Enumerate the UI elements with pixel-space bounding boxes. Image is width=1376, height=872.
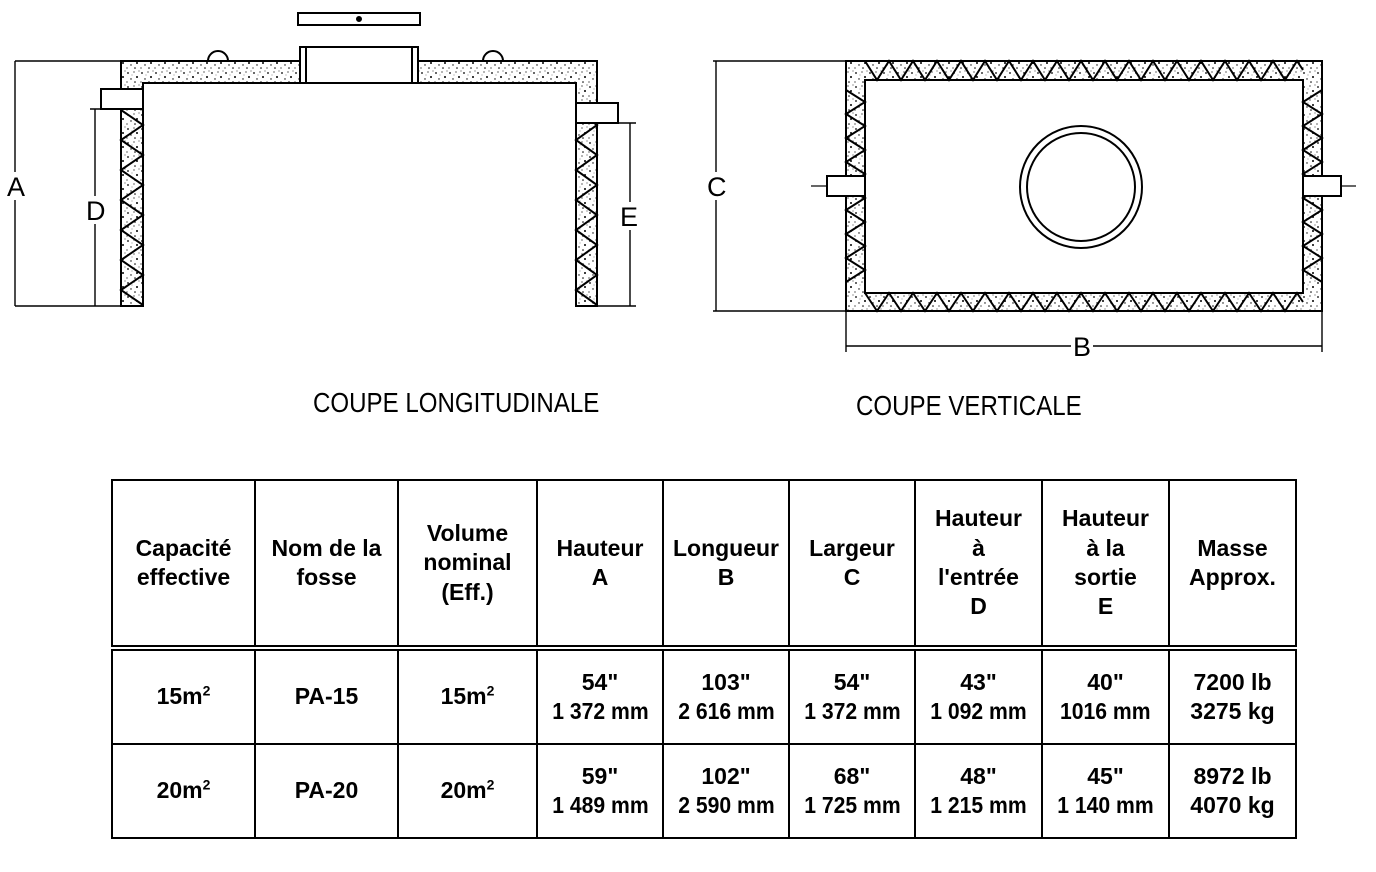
header-width-c: Largeur C	[789, 480, 915, 648]
vertical-section	[713, 61, 1356, 352]
cell-height-a: 59" 1 489 mm	[537, 744, 663, 838]
header-row	[112, 480, 1296, 648]
cell-mass: 7200 lb 3275 kg	[1169, 648, 1296, 744]
cell-name: PA-20	[255, 744, 398, 838]
cell-width-c: 68" 1 725 mm	[789, 744, 915, 838]
cell-volume: $15m^2$	[398, 648, 537, 744]
cell-inlet-d: 48" 1 215 mm	[915, 744, 1042, 838]
header-capacity: Capacité effective	[112, 480, 255, 648]
manhole-neck	[300, 47, 418, 83]
title-vertical: COUPE VERTICALE	[856, 390, 1082, 421]
longitudinal-dim-labels	[6, 172, 640, 232]
cell-height-a: 54" 1 372 mm	[537, 648, 663, 744]
specifications-table	[111, 479, 1297, 839]
cell-name: PA-15	[255, 648, 398, 744]
cell-length-b: 103" 2 616 mm	[663, 648, 789, 744]
dim-label-a: A	[7, 172, 26, 202]
cell-inlet-d: 43" 1 092 mm	[915, 648, 1042, 744]
cell-capacity: $20m^2$	[112, 744, 255, 838]
cell-width-c: 54" 1 372 mm	[789, 648, 915, 744]
header-inlet-d: Hauteur à l'entrée D	[915, 480, 1042, 648]
dim-label-e: E	[620, 202, 639, 232]
header-mass: Masse Approx.	[1169, 480, 1296, 648]
inlet-pipe-plan	[827, 176, 865, 196]
cell-outlet-e: 45" 1 140 mm	[1042, 744, 1169, 838]
dim-label-b: B	[1073, 332, 1092, 362]
cell-length-b: 102" 2 590 mm	[663, 744, 789, 838]
title-longitudinal: COUPE LONGITUDINALE	[313, 387, 600, 418]
cell-outlet-e: 40" 1016 mm	[1042, 648, 1169, 744]
header-height-a: Hauteur A	[537, 480, 663, 648]
dim-label-d: D	[86, 196, 106, 226]
header-outlet-e: Hauteur à la sortie E	[1042, 480, 1169, 648]
cell-mass: 8972 lb 4070 kg	[1169, 744, 1296, 838]
header-length-b: Longueur B	[663, 480, 789, 648]
table-row	[112, 744, 1296, 838]
top-slab-left	[121, 61, 300, 306]
inlet-pipe	[101, 89, 143, 109]
longitudinal-section	[15, 13, 639, 306]
dim-label-c: C	[707, 172, 727, 202]
header-name: Nom de la fosse	[255, 480, 398, 648]
top-slab-right	[418, 61, 597, 306]
cell-capacity: $15m^2$	[112, 648, 255, 744]
lifting-hook-left	[208, 51, 228, 61]
manhole-outer-ring	[1020, 126, 1142, 248]
outlet-pipe	[576, 103, 618, 123]
cell-volume: $20m^2$	[398, 744, 537, 838]
lifting-hook-right	[483, 51, 503, 61]
outlet-pipe-plan	[1303, 176, 1341, 196]
table-row	[112, 648, 1296, 744]
header-volume: Volume nominal (Eff.)	[398, 480, 537, 648]
